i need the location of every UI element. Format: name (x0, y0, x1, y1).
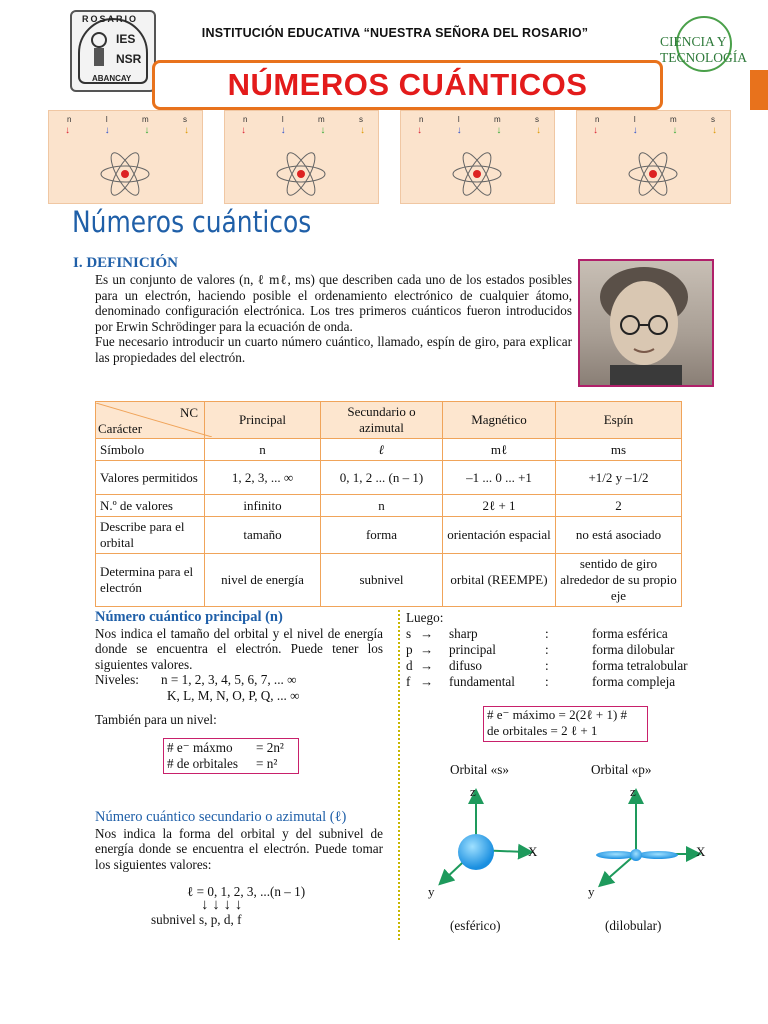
arrow-icon: → (420, 625, 434, 641)
header-nc: NC (179, 405, 198, 420)
orbital-s-diagram (420, 784, 550, 904)
arrow-icon: → (420, 657, 434, 673)
principal-section (95, 610, 383, 774)
axis-y-label: y (588, 884, 595, 899)
thumb-arrows: ↓ ↓ ↓ ↓ (65, 125, 189, 136)
table-cell: subnivel (321, 554, 443, 607)
separator: : (545, 641, 549, 657)
title-accent-bar (750, 70, 768, 110)
list-item (406, 642, 706, 658)
thumb-letter: s (534, 115, 539, 124)
subnivel-shape: forma compleja (592, 673, 676, 689)
table-cell: +1/2 y –1/2 (556, 461, 682, 495)
table-cell: sentido de giro alrededor de su propio eje (556, 554, 682, 607)
axis-z-label: z (630, 784, 636, 799)
row-label: Determina para el electrón (96, 554, 205, 607)
formula-line-1: # e⁻ máximo = 2(2ℓ + 1) # (487, 707, 628, 722)
thumb-letter: m (493, 115, 501, 124)
definition-paragraph-2: Fue necesario introducir un cuarto número cuántico, llamado, espín de giro, para explicar las propiedades del electrón. (95, 334, 572, 365)
secundario-title: Número cuántico secundario o azimutal (ℓ) (95, 809, 347, 825)
table-cell: ms (556, 439, 682, 461)
column-header: Espín (556, 402, 682, 439)
table-row (96, 495, 682, 517)
separator: : (545, 657, 549, 673)
institution-name: INSTITUCIÓN EDUCATIVA “NUESTRA SEÑORA DEL ROSARIO” (201, 26, 589, 40)
school-logo (70, 10, 156, 92)
table-row (96, 461, 682, 495)
formula-orbitals-label: # de orbitales (167, 755, 239, 771)
secundario-arrows: ↓ ↓ ↓ ↓ (201, 896, 243, 913)
thumb-letter: s (358, 115, 363, 124)
orbital-p-title: Orbital «p» (591, 762, 652, 777)
table-cell: mℓ (443, 439, 556, 461)
also-text: También para un nivel: (95, 712, 217, 728)
principal-title: Número cuántico principal (n) (95, 609, 283, 625)
page-title: NÚMEROS CUÁNTICOS (227, 67, 588, 102)
table-cell: orbital (REEMPE) (443, 554, 556, 607)
axis-z-label: z (470, 784, 476, 799)
formula-emax-label: # e⁻ máxmo (167, 739, 233, 755)
quantum-thumbnail (576, 110, 731, 204)
quantum-numbers-table (95, 401, 682, 607)
column-divider (398, 610, 400, 940)
section-heading: Números cuánticos (72, 205, 312, 239)
orbital-s-title: Orbital «s» (450, 762, 509, 777)
secundario-values: ℓ = 0, 1, 2, 3, ...(n – 1) (187, 884, 306, 900)
table-cell: 1, 2, 3, ... ∞ (205, 461, 321, 495)
brand-line1: CIENCIA Y (660, 34, 727, 49)
subnivel-name: fundamental (449, 673, 515, 689)
table-corner-cell (96, 402, 205, 439)
thumb-letter: l (281, 115, 284, 124)
thumb-letter: n (595, 115, 600, 124)
subnivel-shape: forma dilobular (592, 641, 675, 657)
ciencia-tecnologia-logo (654, 14, 754, 74)
axis-x-label: X (696, 844, 706, 859)
separator: : (545, 673, 549, 689)
thumb-letter: m (669, 115, 677, 124)
subnivel-shape: forma tetralobular (592, 657, 688, 673)
quantum-thumbnail (48, 110, 203, 204)
row-label: Valores permitidos (96, 461, 205, 495)
table-cell: –1 ... 0 ... +1 (443, 461, 556, 495)
niveles-numbers: n = 1, 2, 3, 4, 5, 6, 7, ... ∞ (161, 672, 297, 688)
table-cell: tamaño (205, 517, 321, 554)
thumb-letter: n (419, 115, 424, 124)
separator: : (545, 625, 549, 641)
table-cell: no está asociado (556, 517, 682, 554)
logo-text-ies: IES (116, 32, 136, 46)
luego-section (406, 610, 706, 690)
subnivel-name: sharp (449, 625, 478, 641)
table-cell: 0, 1, 2 ... (n – 1) (321, 461, 443, 495)
thumb-arrows: ↓ ↓ ↓ ↓ (417, 125, 541, 136)
orbital-p-diagram (580, 784, 720, 904)
principal-formula-box (163, 738, 299, 774)
atom-icon (627, 149, 679, 199)
principal-text: Nos indica el tamaño del orbital y el nivel de energía donde se encuentra el electrón. Puede tener los siguientes valores. (95, 625, 383, 672)
formula-emax-value: = 2n² (256, 739, 284, 755)
secundario-text: Nos indica la forma del orbital y del subnivel de energía donde se encuentra el electrón. Puede tomar los siguientes valores: (95, 825, 383, 872)
list-item (406, 626, 706, 642)
page-title-box (152, 60, 663, 110)
azimutal-formula-box (483, 706, 648, 742)
quantum-thumbnail (224, 110, 379, 204)
niveles-label: Niveles: (95, 672, 139, 688)
table-cell: nivel de energía (205, 554, 321, 607)
definition-paragraph-1: Es un conjunto de valores (n, ℓ mℓ, ms) que describen cada uno de los estados posibles para un electrón, haciendo posible el ordenamiento electrónico de cualquier átomo, denominado configuración electrónica. Los tres primeros cuánticos fueron introducidos por Erwin Schrödinger para la ecuación de onda. (95, 272, 572, 334)
subnivel-shape: forma esférica (592, 625, 668, 641)
subnivel-letter: p (406, 641, 413, 657)
subnivel-name: difuso (449, 657, 482, 673)
list-item (406, 658, 706, 674)
logo-text-top: ROSARIO (82, 14, 139, 24)
definition-text (95, 272, 572, 366)
arrow-icon: → (420, 673, 434, 689)
logo-text-bottom: ABANCAY (92, 74, 132, 83)
row-label: Describe para el orbital (96, 517, 205, 554)
luego-title: Luego: (406, 610, 444, 625)
atom-icon (275, 149, 327, 199)
thumb-letter: m (141, 115, 149, 124)
row-label: N.º de valores (96, 495, 205, 517)
table-row (96, 517, 682, 554)
thumb-letter: s (182, 115, 187, 124)
table-cell: infinito (205, 495, 321, 517)
table-cell: ℓ (321, 439, 443, 461)
row-label: Símbolo (96, 439, 205, 461)
subnivel-letter: d (406, 657, 413, 673)
table-cell: n (205, 439, 321, 461)
thumb-letter: l (457, 115, 460, 124)
column-header: Magnético (443, 402, 556, 439)
table-row (96, 554, 682, 607)
portrait-image (580, 261, 712, 385)
thumb-arrows: ↓ ↓ ↓ ↓ (593, 125, 717, 136)
thumb-arrows: ↓ ↓ ↓ ↓ (241, 125, 365, 136)
secundario-subnivel: subnivel s, p, d, f (151, 911, 242, 927)
orbital-p-caption: (dilobular) (605, 918, 662, 933)
table-cell: 2 (556, 495, 682, 517)
list-item (406, 674, 706, 690)
subnivel-list (406, 626, 706, 690)
schrodinger-portrait (578, 259, 714, 387)
thumb-letter: l (633, 115, 636, 124)
formula-line-2: de orbitales = 2 ℓ + 1 (487, 723, 598, 738)
thumb-letter: n (243, 115, 248, 124)
brand-line2: TECNOLOGÍA (660, 50, 747, 65)
thumb-letter: s (710, 115, 715, 124)
niveles-letters: K, L, M, N, O, P, Q, ... ∞ (167, 688, 300, 704)
axis-y-label: y (428, 884, 435, 899)
thumb-letter: l (105, 115, 108, 124)
table-row (96, 439, 682, 461)
orbital-s-caption: (esférico) (450, 918, 501, 933)
table-header-row (96, 402, 682, 439)
column-header: Secundario o azimutal (321, 402, 443, 439)
secundario-section (95, 810, 383, 928)
rosary-icon (84, 30, 114, 70)
logo-text-nsr: NSR (116, 52, 142, 66)
thumb-letter: m (317, 115, 325, 124)
axis-x-label: X (528, 844, 538, 859)
header-caracter: Carácter (98, 421, 143, 436)
niveles-block (95, 672, 383, 704)
atom-icon (99, 149, 151, 199)
table-cell: forma (321, 517, 443, 554)
formula-orbitals-value: = n² (256, 755, 278, 771)
subnivel-letter: f (406, 673, 411, 689)
subnivel-name: principal (449, 641, 496, 657)
table-cell: 2ℓ + 1 (443, 495, 556, 517)
quantum-thumbnail (400, 110, 555, 204)
thumb-letter: n (67, 115, 72, 124)
table-cell: n (321, 495, 443, 517)
table-cell: orientación espacial (443, 517, 556, 554)
definition-title: I. DEFINICIÓN (73, 255, 179, 271)
arrow-icon: → (420, 641, 434, 657)
subnivel-letter: s (406, 625, 412, 641)
column-header: Principal (205, 402, 321, 439)
atom-icon (451, 149, 503, 199)
